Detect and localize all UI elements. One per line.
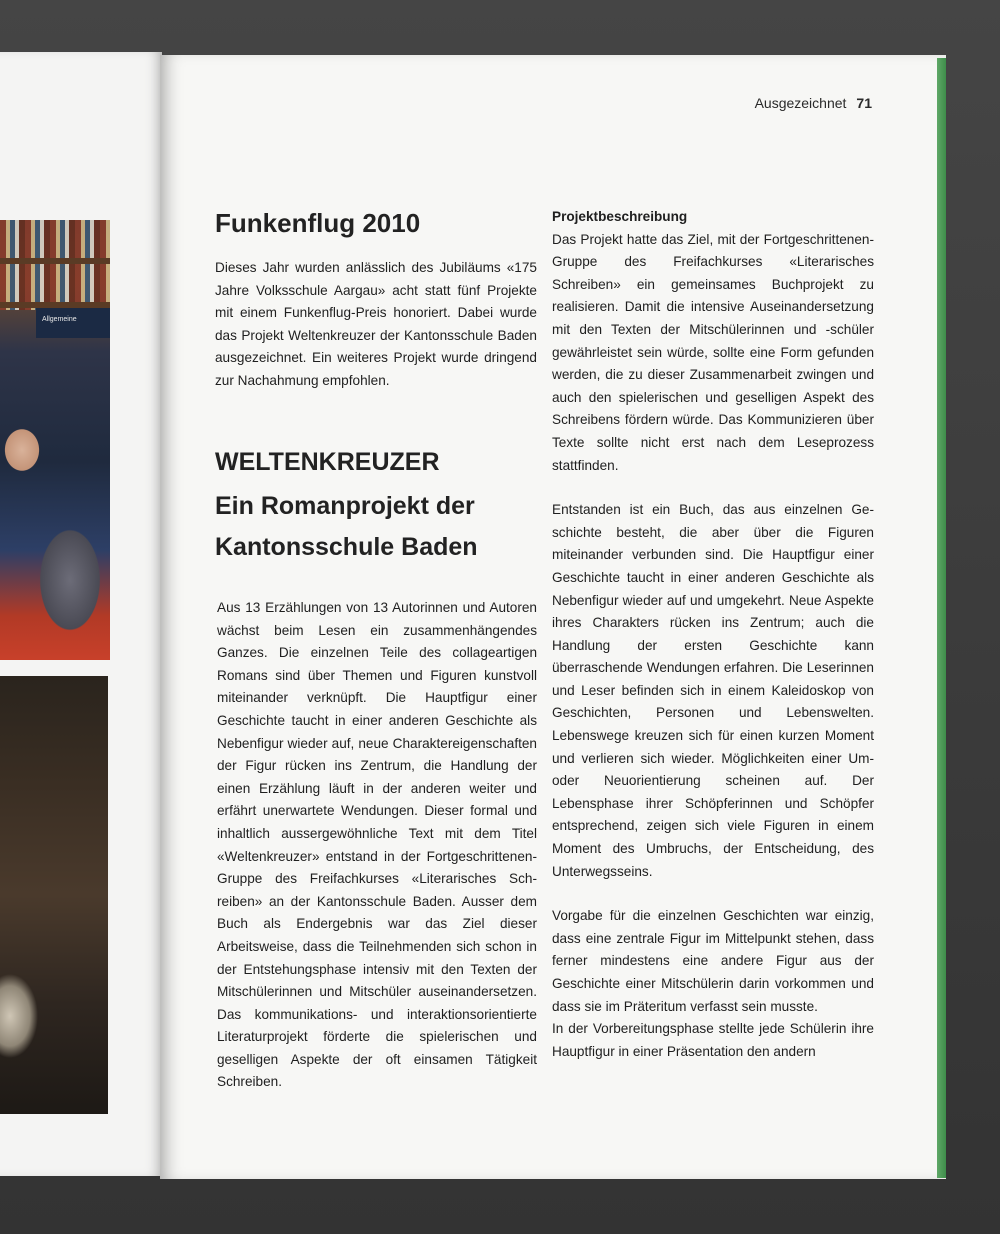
- funkenflug-paragraph: Dieses Jahr wurden anlässlich des Jubiläums «175 Jahre Volksschule Aargau» acht statt fünf Projekte mit einem Funkenflug-Preis honoriert. Dabei wurde das Projekt Weltenkreuzer der Kantonsschule Baden ausgezeichnet. Ein weiteres Projekt wurde dringend zur Nachahmung empfohlen.: [215, 260, 537, 388]
- weltenkreuzer-subheading: Ein Romanprojekt der Kantonsschule Baden: [215, 492, 478, 561]
- page-number: 71: [856, 95, 872, 111]
- weltenkreuzer-heading: WELTENKREUZER: [215, 448, 440, 476]
- library-photo: [0, 220, 110, 660]
- bookshelf: [0, 220, 110, 310]
- running-title: Ausgezeichnet: [754, 95, 847, 111]
- weltenkreuzer-paragraph: Aus 13 Erzählungen von 13 Autorinnen und Autoren wächst beim Lesen ein zusammenhängendes Ganzes. Die einzelnen Teile des collageartigen Romans sind über Themen und Figuren kunstvoll miteinander verknüpft. Die Hauptfigur einer Geschichte taucht in einer anderen Geschichte als Nebenfigur wieder auf, neue Charaktereigenschaften der Figur rücken ins Zentrum, die Handlung der einen Erzählung läuft in der anderen weiter und erfährt unerwartete Wendungen. Dieser formal und inhaltlich aussergewöhnliche Text mit dem Titel «Weltenkreuzer» entstand in der Fortgeschrittenen-Gruppe des Freifachkurses «Literarisches Schreiben» an der Kantonsschule Baden. Ausser dem Buch als Endergebnis war das Ziel dieser Arbeitsweise, dass die Teilnehmenden sich schon in der Entstehungsphase intensiv mit den Texten der Mitschülerinnen und Mitschüler auseinandersetzen. Das kommunikations- und interaktionsorientierte Literaturprojekt förderte die spielerischen und geselligen Aspekte der oft einsamen Tätigkeit Schreiben.: [217, 600, 537, 1090]
- paragraph-gap: [552, 883, 874, 905]
- poster-sign: Allgemeine: [36, 308, 110, 338]
- running-head: [712, 95, 872, 111]
- dark-photo: [0, 676, 108, 1114]
- projekt-paragraph-1: Das Projekt hatte das Ziel, mit der Fortgeschrittenen-Gruppe des Freifachkurses «Literarisches Schreiben» ein gemeinsames Buchprojekt zu realisieren. Damit die intensive Auseinandersetzung mit den Texten der Mitschülerinnen und -schüler gewährleistet sein würde, sollte eine Form gefunden werden, die zu dieser Zusammenarbeit zwingen und auch den spielerischen und geselligen Aspekt des Schreibens fördern würde. Das Kommunizieren über Texte sollte nicht erst nach dem Leseprozess stattfinden.: [552, 231, 874, 473]
- projekt-paragraph-2: Entstanden ist ein Buch, das aus einzelnen Geschichte besteht, die aber über die Figuren miteinander verbunden sind. Die Hauptfigur einer Geschichte taucht in einer anderen Geschichte als Nebenfigur wieder auf und umgekehrt. Neue Aspekte ihres Charakters rücken ins Zentrum; auch die Handlung der ersten Geschichte kann überraschende Wendungen erfahren. Die Leserinnen und Leser befinden sich in einem Kaleidoskop von Geschichten, Personen und Lebenswelten. Lebenswege kreuzen sich für einen kurzen Moment und verlieren sich wieder. Möglichkeiten einer Um- oder Neuorientierung scheinen auf. Der Lebensphase ihrer Schöpferinnen und Schöpfer entsprechend, zeigen sich viele Figuren in einem Moment des Umbruchs, der Entscheidung, des Unterwegsseins.: [552, 502, 874, 879]
- projektbeschreibung-column: [552, 206, 874, 1063]
- left-page: [0, 52, 162, 1176]
- paragraph-gap: [552, 477, 874, 499]
- projekt-paragraph-3: Vorgabe für die einzelnen Geschichten war einzig, dass eine zentrale Figur im Mittelpunkt stehen, dass ferner mindestens eine andere Figur aus der Geschichte einer Mitschülerin darin vorkommen und dass sie im Präteritum verfasst sein musste.: [552, 908, 874, 1014]
- projektbeschreibung-heading: Projektbeschreibung: [552, 209, 688, 224]
- page-edge-marker: [937, 58, 946, 1178]
- projekt-paragraph-4: In der Vorbereitungsphase stellte jede Schülerin ihre Hauptfigur in einer Präsentation den andern: [552, 1021, 874, 1059]
- shelf-board: [0, 258, 110, 264]
- funkenflug-heading: Funkenflug 2010: [215, 208, 421, 238]
